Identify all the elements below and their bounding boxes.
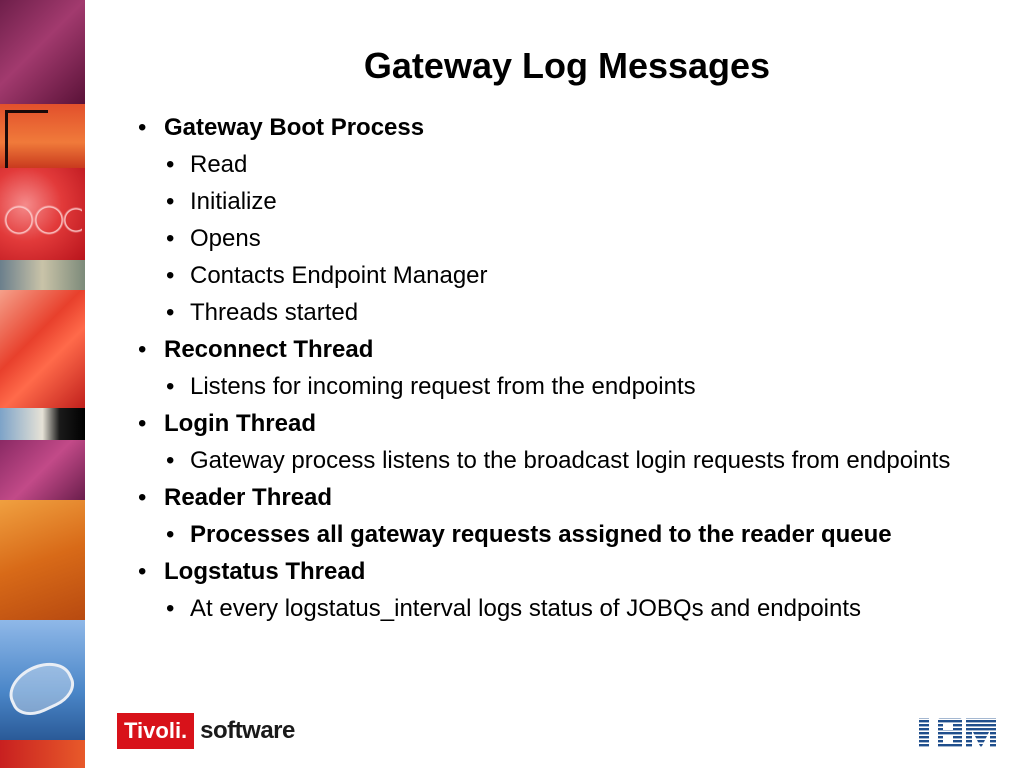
bullet-item <box>138 334 958 365</box>
bullet-text: Reconnect Thread <box>164 336 374 363</box>
bullet-marker: • <box>138 114 147 141</box>
bullet-item <box>138 482 958 513</box>
bullet-text: Login Thread <box>164 410 316 437</box>
bullet-marker: • <box>138 484 147 511</box>
sub-bullet-text: Threads started <box>190 299 359 326</box>
bullet-item <box>138 556 958 587</box>
sub-bullet-item <box>138 223 958 254</box>
bullet-marker: • <box>166 595 175 622</box>
sub-bullet-text: Listens for incoming request from the endpoints <box>190 373 696 400</box>
sub-bullet-item <box>138 445 958 476</box>
bullet-text: Logstatus Thread <box>164 558 366 585</box>
bullet-marker: • <box>166 521 175 548</box>
bullet-marker: • <box>166 151 175 178</box>
sub-bullet-text: Initialize <box>190 188 277 215</box>
sub-bullet-text: At every logstatus_interval logs status of JOBQs and endpoints <box>190 595 862 622</box>
orange-field-image <box>0 500 85 620</box>
sub-bullet-item <box>138 371 958 402</box>
bullet-marker: • <box>138 336 147 363</box>
bullet-item <box>138 408 958 439</box>
bullet-marker: • <box>166 447 175 474</box>
bullet-text: Reader Thread <box>164 484 333 511</box>
bullet-marker: • <box>166 225 175 252</box>
sub-bullet-text: Contacts Endpoint Manager <box>190 262 488 289</box>
slide-title: Gateway Log Messages <box>363 45 771 86</box>
city-image <box>0 408 85 440</box>
ibm-logo-icon <box>914 716 996 750</box>
fabric-texture-image <box>0 0 85 104</box>
landscape-image <box>0 260 85 290</box>
bullet-marker: • <box>166 262 175 289</box>
gauge-dials-icon <box>4 190 82 250</box>
sub-bullet-text: Opens <box>190 225 261 252</box>
sub-bullet-text: Gateway process listens to the broadcast login requests from endpoints <box>190 447 951 474</box>
tivoli-logo-text: Tivoli. <box>117 713 194 749</box>
sub-bullet-item <box>138 519 958 550</box>
bullet-marker: • <box>138 410 147 437</box>
tivoli-software-logo <box>117 712 295 750</box>
bullet-list <box>138 106 958 624</box>
red-abstract-image <box>0 290 85 408</box>
power-tower-icon <box>5 110 48 168</box>
sub-bullet-text: Read <box>190 151 248 178</box>
sub-bullet-item <box>138 149 958 180</box>
bullet-marker: • <box>166 299 175 326</box>
bullet-marker: • <box>138 558 147 585</box>
sub-bullet-item <box>138 593 958 624</box>
sub-bullet-item <box>138 297 958 328</box>
purple-texture-image <box>0 440 85 500</box>
bullet-marker: • <box>166 373 175 400</box>
sub-bullet-item <box>138 186 958 217</box>
software-logo-text: software <box>200 717 295 744</box>
red-bottom-image <box>0 740 85 768</box>
sub-bullet-text: Processes all gateway requests assigned to the reader queue <box>190 521 892 548</box>
bullet-item <box>138 112 958 143</box>
decorative-image-strip <box>0 0 85 768</box>
bullet-text: Gateway Boot Process <box>164 114 425 141</box>
sub-bullet-item <box>138 260 958 291</box>
bullet-marker: • <box>166 188 175 215</box>
